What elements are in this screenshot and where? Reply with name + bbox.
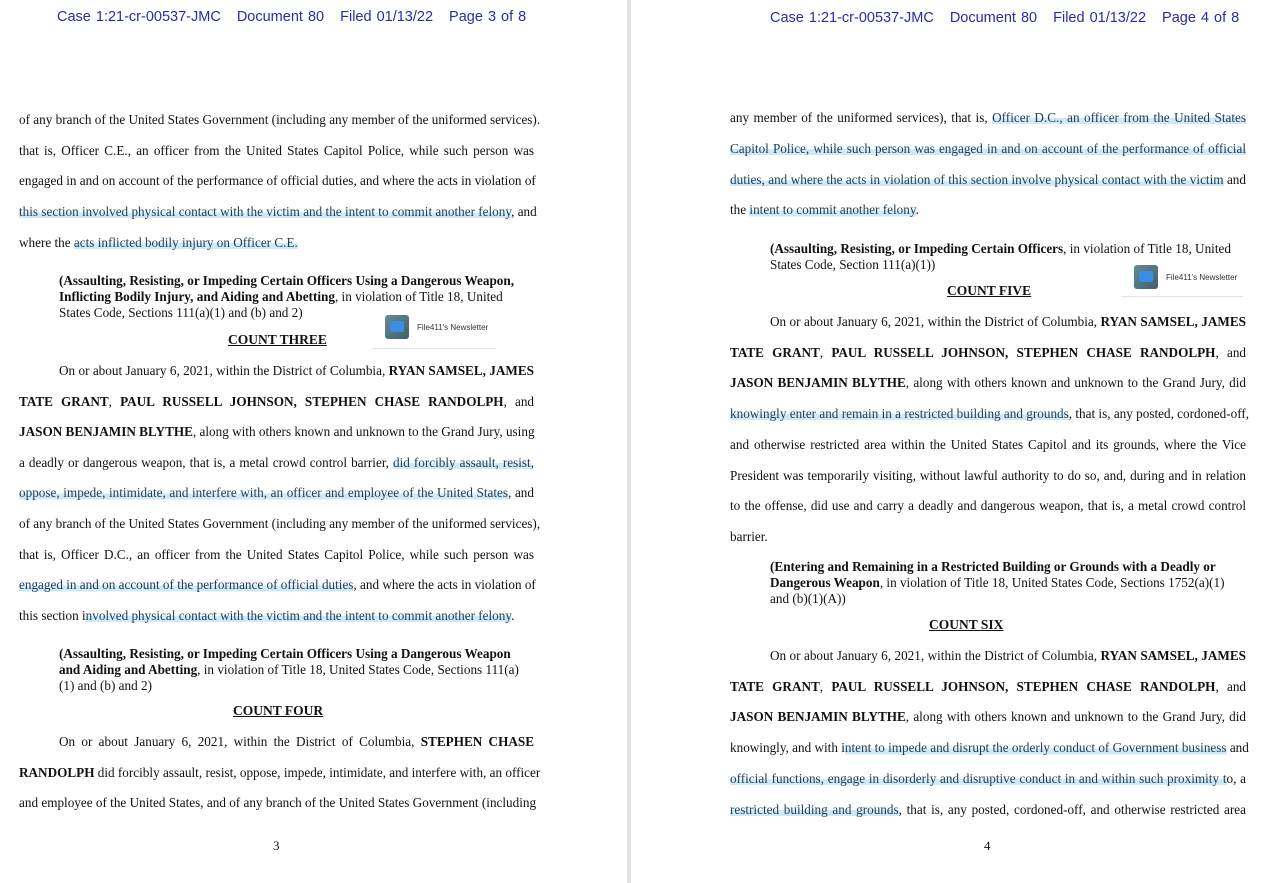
highlighted-text: did forcibly assault, resist — [393, 454, 531, 470]
text-span: , and — [508, 485, 534, 501]
text-span: PAUL RUSSELL JOHNSON, STEPHEN CHASE RANDOLPH — [831, 344, 1216, 360]
statute-caption: (Entering and Remaining in a Restricted Building or Grounds with a Deadly or Dangerous Weapon, in violation of Title 18, United States Code, Sections 1752(a)(1) and (b)(1)(A)) — [770, 559, 1225, 606]
count-four-title: COUNT FOUR — [233, 703, 324, 718]
case-number: Case 1:21-cr-00537-JMC — [57, 9, 221, 25]
text-line — [19, 577, 534, 593]
text-line — [730, 468, 1246, 484]
text-span: RYAN SAMSEL, JAMES — [1100, 648, 1246, 663]
text-span: that is, Officer D.C., an officer from the United States Capitol Police, while such person was — [19, 546, 534, 562]
text-span: , that is, any posted, cordoned-off, and otherwise restricted area — [898, 801, 1246, 817]
text-line — [730, 172, 1246, 188]
text-line — [730, 345, 1246, 361]
text-line — [19, 235, 534, 251]
text-span: to the offense, did use and carry a deadly and dangerous weapon, that is, a metal crowd control — [730, 498, 1246, 514]
page-indicator: Page 4 of 8 — [1162, 10, 1240, 26]
text-span: the — [730, 202, 750, 218]
newsletter-badge[interactable] — [385, 314, 488, 340]
statute-caption: (Assaulting, Resisting, or Impeding Certain Officers Using a Dangerous Weapon and Aiding and Abetting, in violation of Title 18, United States Code, Sections 111(a)(1) and (b) and 2) — [59, 646, 519, 693]
text-span: that is, Officer C.E., an officer from the United States Capitol Police, while such person was — [19, 142, 534, 158]
statute-caption: (Assaulting, Resisting, or Impeding Certain Officers Using a Dangerous Weapon, Inflicting Bodily Injury, and Aiding and Abetting, in violation of Title 18, United States Code, Sections 111(a)(1) and (b) and 2) — [59, 273, 514, 320]
text-line — [19, 394, 534, 410]
text-span: , that is, any posted, cordoned-off, — [1068, 406, 1250, 422]
text-line — [19, 204, 537, 220]
text-span: TATE GRANT — [730, 344, 820, 360]
text-line — [19, 173, 534, 189]
text-span: . — [915, 202, 919, 218]
newsletter-divider — [1121, 296, 1243, 297]
text-span: and — [1226, 740, 1249, 756]
case-number: Case 1:21-cr-00537-JMC — [770, 10, 934, 26]
text-line — [59, 363, 534, 379]
highlighted-text: acts inflicted bodily injury on Officer C.E. — [73, 234, 298, 250]
folder-icon — [385, 315, 409, 339]
highlighted-text: official functions, engage in disorderly and disruptive conduct in and within such proximity t — [730, 770, 1227, 786]
text-line — [19, 547, 534, 563]
document-page-3 — [0, 0, 627, 883]
text-line — [770, 314, 1246, 330]
text-line — [730, 740, 1249, 756]
text-line — [19, 795, 537, 811]
highlighted-text: this section involved physical contact with the victim and the intent to commit another felony — [19, 204, 512, 220]
text-span: , and — [511, 204, 537, 220]
text-line — [730, 679, 1246, 695]
text-line — [59, 734, 534, 750]
newsletter-label: File411's Newsletter — [1166, 272, 1238, 282]
document-page-4 — [631, 0, 1280, 883]
text-span: On or about January 6, 2021, within the District of Columbia, — [770, 648, 1101, 663]
count-five-title: COUNT FIVE — [947, 283, 1032, 298]
text-line — [730, 110, 1246, 126]
highlighted-text: nvolved physical contact with the victim and the intent to commit another felony — [85, 607, 512, 623]
document-number: Document 80 — [236, 9, 325, 25]
filed-date: Filed 01/13/22 — [340, 9, 434, 25]
text-span: , — [819, 678, 832, 694]
text-span: , and — [503, 393, 535, 409]
text-span: barrier. — [730, 528, 768, 544]
text-span: and employee of the United States, and of any branch of the United States Government (including — [19, 795, 537, 811]
page-indicator: Page 3 of 8 — [449, 9, 527, 25]
text-span: where the — [19, 234, 74, 250]
text-span: RYAN SAMSEL, JAMES — [1100, 314, 1246, 329]
text-line — [730, 141, 1246, 157]
text-span: o, a — [1226, 770, 1246, 786]
text-line — [770, 648, 1246, 664]
text-line — [730, 437, 1246, 453]
text-span: TATE GRANT — [730, 678, 820, 694]
text-span: of any branch of the United States Government (including any member of the uniformed services), — [19, 516, 541, 531]
text-line — [730, 529, 1246, 545]
highlighted-text: duties, and where the acts in violation of this section involve physical contact with the victim — [730, 171, 1224, 187]
text-line — [19, 608, 534, 624]
text-line — [730, 498, 1246, 514]
text-span: , and where the acts in violation of — [353, 577, 536, 593]
text-span: , along with others known and unknown to the Grand Jury, using — [192, 424, 535, 440]
newsletter-divider — [372, 348, 496, 349]
text-span: , along with others known and unknown to the Grand Jury, did — [905, 709, 1246, 725]
statute-caption: (Assaulting, Resisting, or Impeding Certain Officers, in violation of Title 18, United States Code, Section 111(a)(1)) — [770, 241, 1231, 272]
text-span: TATE GRANT — [19, 393, 109, 409]
page-header — [770, 10, 1250, 26]
newsletter-label: File411's Newsletter — [417, 322, 489, 332]
text-span: On or about January 6, 2021, within the District of Columbia, — [770, 314, 1101, 329]
page-number: 4 — [984, 838, 991, 853]
count-six-title: COUNT SIX — [929, 617, 1004, 632]
text-span: did forcibly assault, resist, oppose, impede, intimidate, and interfere with, an officer — [94, 764, 541, 780]
text-span: this section i — [19, 607, 86, 623]
text-span: President was temporarily visiting, without lawful authority to do so, and, during and in relation — [730, 467, 1246, 483]
text-span: knowingly, and with i — [730, 740, 845, 756]
filed-date: Filed 01/13/22 — [1053, 10, 1147, 26]
page-header — [57, 9, 537, 25]
document-number: Document 80 — [949, 10, 1038, 26]
folder-icon — [1134, 265, 1158, 289]
text-line — [730, 709, 1246, 725]
count-three-title: COUNT THREE — [228, 332, 327, 347]
highlighted-text: ntent to impede and disrupt the orderly conduct of Government business — [844, 740, 1227, 756]
text-line — [730, 771, 1246, 787]
newsletter-badge[interactable] — [1134, 264, 1237, 290]
text-span: any member of the uniformed services), that is, — [730, 110, 993, 125]
highlighted-text: engaged in and on account of the performance of official duties — [19, 577, 354, 593]
text-line — [730, 375, 1246, 391]
text-line — [730, 406, 1250, 422]
text-span: a deadly or dangerous weapon, that is, a metal crowd control barrier, — [19, 454, 394, 470]
text-span: PAUL RUSSELL JOHNSON, STEPHEN CHASE RANDOLPH — [120, 393, 504, 409]
text-span: , — [108, 393, 121, 409]
text-span: of any branch of the United States Government (including any member of the uniformed services). — [19, 112, 541, 127]
highlighted-text: knowingly enter and remain in a restricted building and grounds — [730, 406, 1069, 422]
text-span: JASON BENJAMIN BLYTHE — [730, 709, 906, 725]
text-span: , — [530, 454, 535, 470]
text-line — [19, 485, 534, 501]
text-span: , along with others known and unknown to the Grand Jury, did — [905, 375, 1246, 391]
text-span: STEPHEN CHASE — [420, 734, 534, 749]
text-line — [19, 424, 534, 440]
text-span: , and — [1215, 344, 1247, 360]
text-span: RANDOLPH — [19, 764, 95, 780]
text-line — [19, 516, 541, 532]
text-span: . — [511, 607, 515, 623]
highlighted-text: Capitol Police, while such person was engaged in and on account of the performance of official — [730, 140, 1246, 156]
highlighted-text: intent to commit another felony — [749, 202, 916, 218]
text-span: and otherwise restricted area within the United States Capitol and its grounds, where the Vice — [730, 436, 1246, 452]
page-number: 3 — [273, 838, 280, 853]
text-span: RYAN SAMSEL, JAMES — [388, 363, 534, 378]
text-line — [730, 802, 1246, 818]
text-span: and — [1223, 171, 1246, 187]
highlighted-text: restricted building and grounds — [730, 801, 899, 817]
text-line — [19, 455, 534, 471]
text-span: JASON BENJAMIN BLYTHE — [730, 375, 906, 391]
text-span: On or about January 6, 2021, within the District of Columbia, — [59, 363, 389, 378]
text-line — [19, 143, 534, 159]
text-span: On or about January 6, 2021, within the District of Columbia, — [59, 734, 421, 749]
text-span: , and — [1215, 678, 1247, 694]
text-span: engaged in and on account of the performance of official duties, and where the acts in violation of — [19, 173, 536, 189]
text-line — [19, 112, 541, 128]
text-line — [19, 764, 541, 781]
text-line — [730, 202, 1246, 218]
text-span: PAUL RUSSELL JOHNSON, STEPHEN CHASE RANDOLPH — [831, 678, 1216, 694]
highlighted-text: Officer D.C., an officer from the United States — [992, 110, 1246, 125]
highlighted-text: oppose, impede, intimidate, and interfere with, an officer and employee of the United States — [19, 485, 509, 501]
text-span: , — [819, 344, 832, 360]
text-span: JASON BENJAMIN BLYTHE — [19, 424, 193, 440]
